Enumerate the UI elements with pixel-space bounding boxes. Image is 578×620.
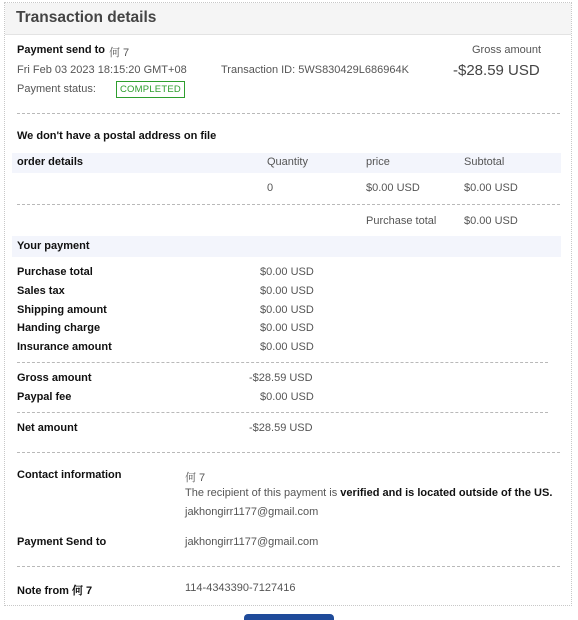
page-title: Transaction details <box>16 9 157 26</box>
note-value: 114-4343390-7127416 <box>185 582 296 594</box>
purchase-total-row-value: $0.00 USD <box>260 266 314 278</box>
gross-amount-row-label: Gross amount <box>17 372 92 384</box>
recipient-name: 何 7 <box>109 47 130 59</box>
handing-charge-value: $0.00 USD <box>260 322 314 334</box>
payment-send-to-email: jakhongirr1177@gmail.com <box>185 536 319 548</box>
order-header-details: order details <box>17 156 84 168</box>
verification-note-bold: verified and is located outside of the US. <box>340 487 553 499</box>
verification-note-prefix: The recipient of this payment is <box>185 487 341 499</box>
order-row-subtotal: $0.00 USD <box>464 182 518 194</box>
net-amount-value: -$28.59 USD <box>249 422 313 434</box>
divider <box>17 204 560 205</box>
sales-tax-label: Sales tax <box>17 285 65 297</box>
title-bar <box>5 3 571 35</box>
order-row-price: $0.00 USD <box>366 182 420 194</box>
handing-charge-label: Handing charge <box>17 322 101 334</box>
gross-amount-value: -$28.59 USD <box>453 62 540 79</box>
gross-amount-label: Gross amount <box>472 44 542 56</box>
purchase-total-value: $0.00 USD <box>464 215 518 227</box>
status-badge: COMPLETED <box>116 81 185 98</box>
contact-name: 何 7 <box>185 472 206 484</box>
your-payment-header <box>12 236 561 257</box>
sales-tax-value: $0.00 USD <box>260 285 314 297</box>
shipping-amount-label: Shipping amount <box>17 304 107 316</box>
bottom-action-button[interactable] <box>244 614 334 620</box>
divider <box>17 452 560 453</box>
gross-amount-row-value: -$28.59 USD <box>249 372 313 384</box>
contact-verification-note <box>185 487 552 499</box>
purchase-total-row-label: Purchase total <box>17 266 93 278</box>
order-header-quantity: Quantity <box>267 156 308 168</box>
purchase-total-label: Purchase total <box>366 215 437 227</box>
divider <box>17 113 560 114</box>
net-amount-label: Net amount <box>17 422 78 434</box>
transaction-id: Transaction ID: 5WS830429L686964K <box>221 64 409 76</box>
order-row-quantity: 0 <box>267 182 274 194</box>
contact-information-label: Contact information <box>17 469 122 481</box>
divider <box>17 412 548 413</box>
shipping-amount-value: $0.00 USD <box>260 304 314 316</box>
insurance-amount-value: $0.00 USD <box>260 341 314 353</box>
order-header-subtotal: Subtotal <box>464 156 505 168</box>
paypal-fee-value: $0.00 USD <box>260 391 314 403</box>
order-header-price: price <box>366 156 390 168</box>
payment-send-to-label: Payment send to <box>17 44 106 56</box>
note-label: Note from 何 7 <box>17 585 93 597</box>
postal-address-text: We don't have a postal address on file <box>17 130 217 142</box>
payment-send-to-row-label: Payment Send to <box>17 536 107 548</box>
insurance-amount-label: Insurance amount <box>17 341 112 353</box>
payment-status-label: Payment status: <box>17 83 96 95</box>
your-payment-heading: Your payment <box>17 240 90 252</box>
contact-email: jakhongirr1177@gmail.com <box>185 506 319 518</box>
divider <box>17 566 560 567</box>
divider <box>17 362 548 363</box>
transaction-datetime: Fri Feb 03 2023 18:15:20 GMT+08 <box>17 64 187 76</box>
paypal-fee-label: Paypal fee <box>17 391 72 403</box>
